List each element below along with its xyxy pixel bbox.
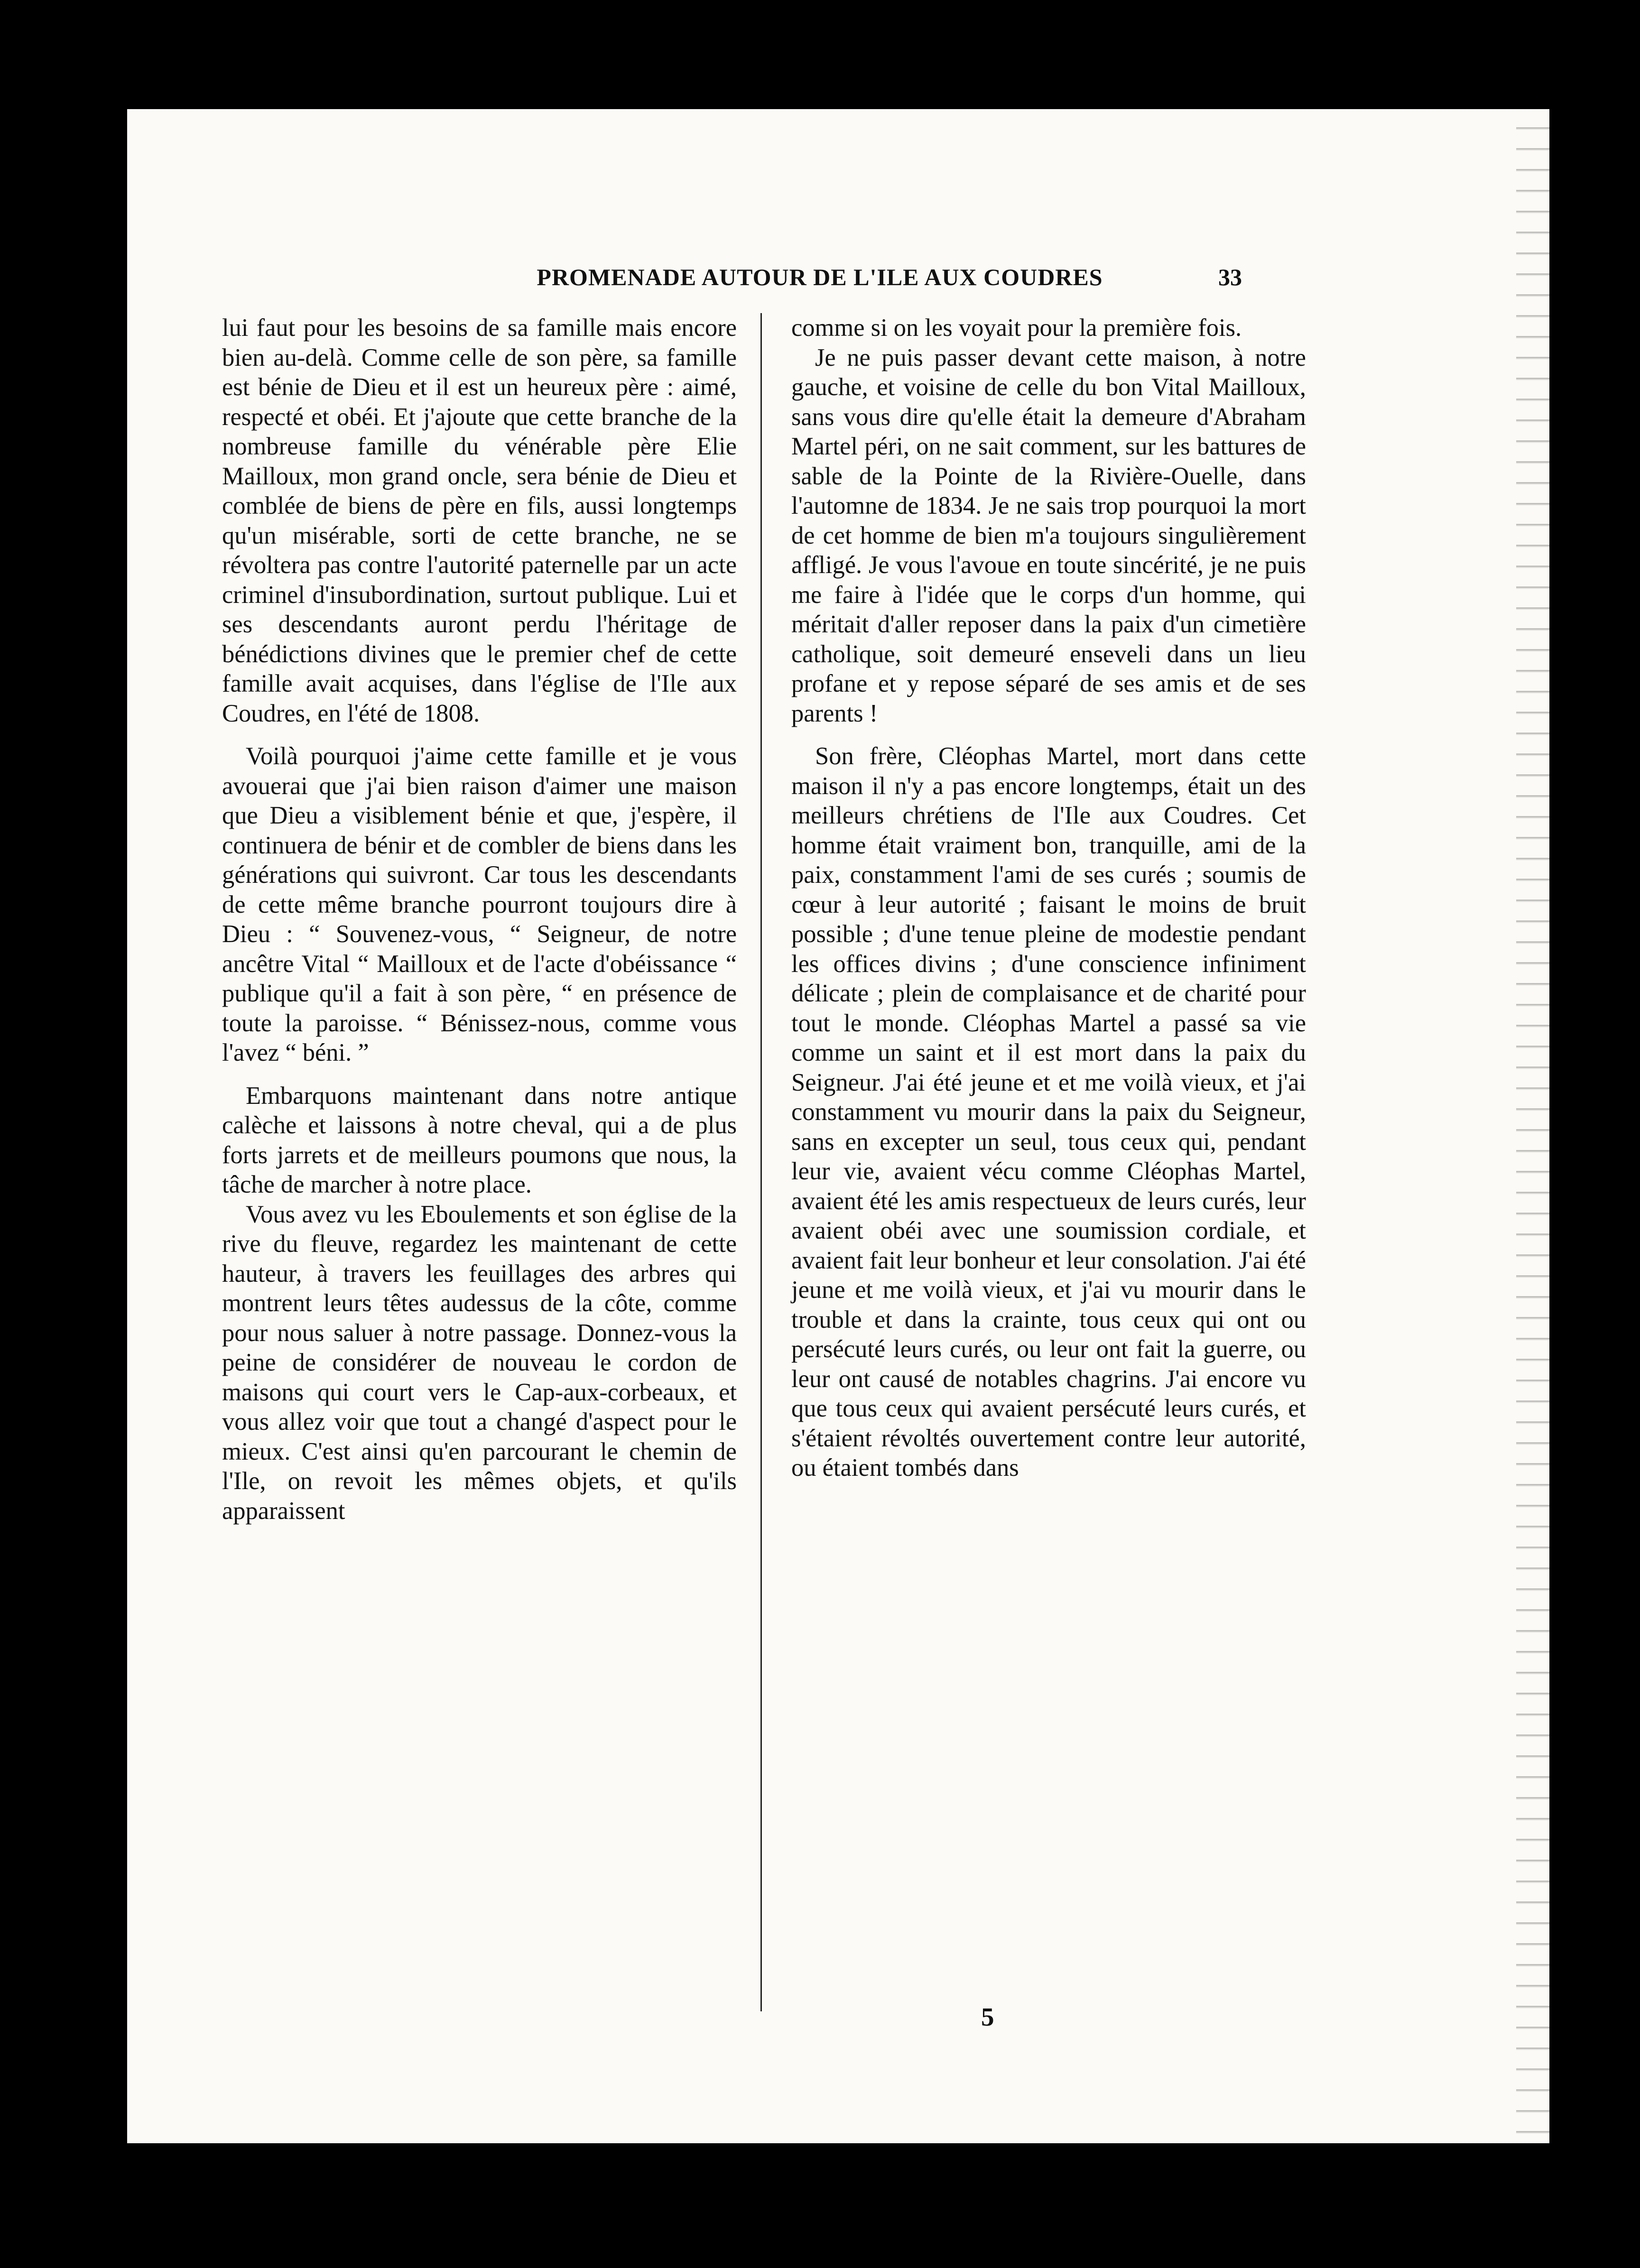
running-head: [127, 263, 1549, 301]
right-column: [791, 313, 1306, 1483]
paragraph: Je ne puis passer devant cette maison, à notre gauche, et voisine de celle du bon Vital Mailloux, sans vous dire qu'elle était la demeure d'Abraham Martel péri, on ne sait comment, sur les battures de sable de la Pointe de la Rivière-Ouelle, dans l'automne de 1834. Je ne sais trop pourquoi la mort de cet homme de bien m'a toujours singulièrement affligé. Je vous l'avoue en toute sincérité, je ne puis me faire à l'idée que le corps d'un homme, qui méritait d'aller reposer dans la paix d'un cimetière catholique, soit demeuré enseveli dans un lieu profane et y repose séparé de ses amis et de ses parents !: [791, 343, 1306, 727]
paragraph: lui faut pour les besoins de sa famille mais encore bien au-delà. Comme celle de son père, sa famille est bénie de Dieu et il est un heureux père : aimé, respecté et obéi. Et j'ajoute que cette branche de la nombreuse famille du vénérable père Elie Mailloux, mon grand oncle, sera bénie de Dieu et comblée de biens de père en fils, aussi longtemps qu'un misérable, sorti de cette branche, ne se révoltera pas contre l'autorité paternelle par un acte criminel d'insubordination, surtout publique. Lui et ses descendants auront perdu l'héritage de bénédictions divines que le premier chef de cette famille avait acquises, dans l'église de l'Ile aux Coudres, en l'été de 1808.: [222, 314, 737, 727]
page-edge-speckle: [1516, 109, 1549, 2143]
book-page: [127, 109, 1549, 2143]
left-column: [222, 313, 737, 1526]
text-columns: [222, 313, 1308, 2078]
column-rule: [760, 313, 762, 2011]
paragraph: comme si on les voyait pour la première fois.: [791, 314, 1242, 342]
running-title: PROMENADE AUTOUR DE L'ILE AUX COUDRES: [537, 264, 1103, 290]
paragraph: Vous avez vu les Eboulements et son église de la rive du fleuve, regardez les maintenant de cette hauteur, à travers les feuillages des arbres qui montrent leurs têtes audessus de la côte, comme pour nous saluer à notre passage. Donnez-vous la peine de considérer de nouveau le cordon de maisons qui court vers le Cap-aux-corbeaux, et vous allez voir que tout a changé d'aspect pour le mieux. C'est ainsi qu'en parcourant le chemin de l'Ile, on revoit les mêmes objets, et qu'ils apparaissent: [222, 1200, 737, 1525]
paragraph: Embarquons maintenant dans notre antique calèche et laissons à notre cheval, qui a de plus forts jarrets et de meilleurs poumons que nous, la tâche de marcher à notre place.: [222, 1082, 737, 1198]
paragraph: Voilà pourquoi j'aime cette famille et je vous avouerai que j'ai bien raison d'aimer une maison que Dieu a visiblement bénie et que, j'espère, il continuera de bénir et de combler de biens dans les générations qui suivront. Car tous les descendants de cette même branche pourront toujours dire à Dieu : “ Souvenez-vous, “ Seigneur, de notre ancêtre Vital “ Mailloux et de l'acte d'obéissance “ publique qu'il a fait à son père, “ en présence de toute la paroisse. “ Bénissez-nous, comme vous l'avez “ béni. ”: [222, 742, 737, 1066]
signature-mark: 5: [981, 2002, 994, 2031]
page-number: 33: [1218, 264, 1242, 290]
paragraph: Son frère, Cléophas Martel, mort dans cette maison il n'y a pas encore longtemps, était un des meilleurs chrétiens de l'Ile aux Coudres. Cet homme était vraiment bon, tranquille, ami de la paix, constamment l'ami de ses curés ; soumis de cœur à leur autorité ; faisant le moins de bruit possible ; d'une tenue pleine de modestie pendant les offices divins ; d'une conscience infiniment délicate ; plein de complaisance et de charité pour tout le monde. Cléophas Martel a passé sa vie comme un saint et il est mort dans la paix du Seigneur. J'ai été jeune et et me voilà vieux, et j'ai constamment vu mourir dans la paix du Seigneur, sans en excepter un seul, tous ceux qui, pendant leur vie, avaient vécu comme Cléophas Martel, avaient été les amis respectueux de leurs curés, leur avaient obéi avec une soumission cordiale, et avaient fait leur bonheur et leur consolation. J'ai été jeune et me voilà vieux, et j'ai vu mourir dans le trouble et dans la crainte, tous ceux qui ont ou persécuté leurs curés, ou leur ont fait la guerre, ou leur ont causé de notables chagrins. J'ai encore vu que tous ceux qui avaient persécuté leurs curés, et s'étaient révoltés ouvertement contre leur autorité, ou étaient tombés dans: [791, 742, 1306, 1481]
